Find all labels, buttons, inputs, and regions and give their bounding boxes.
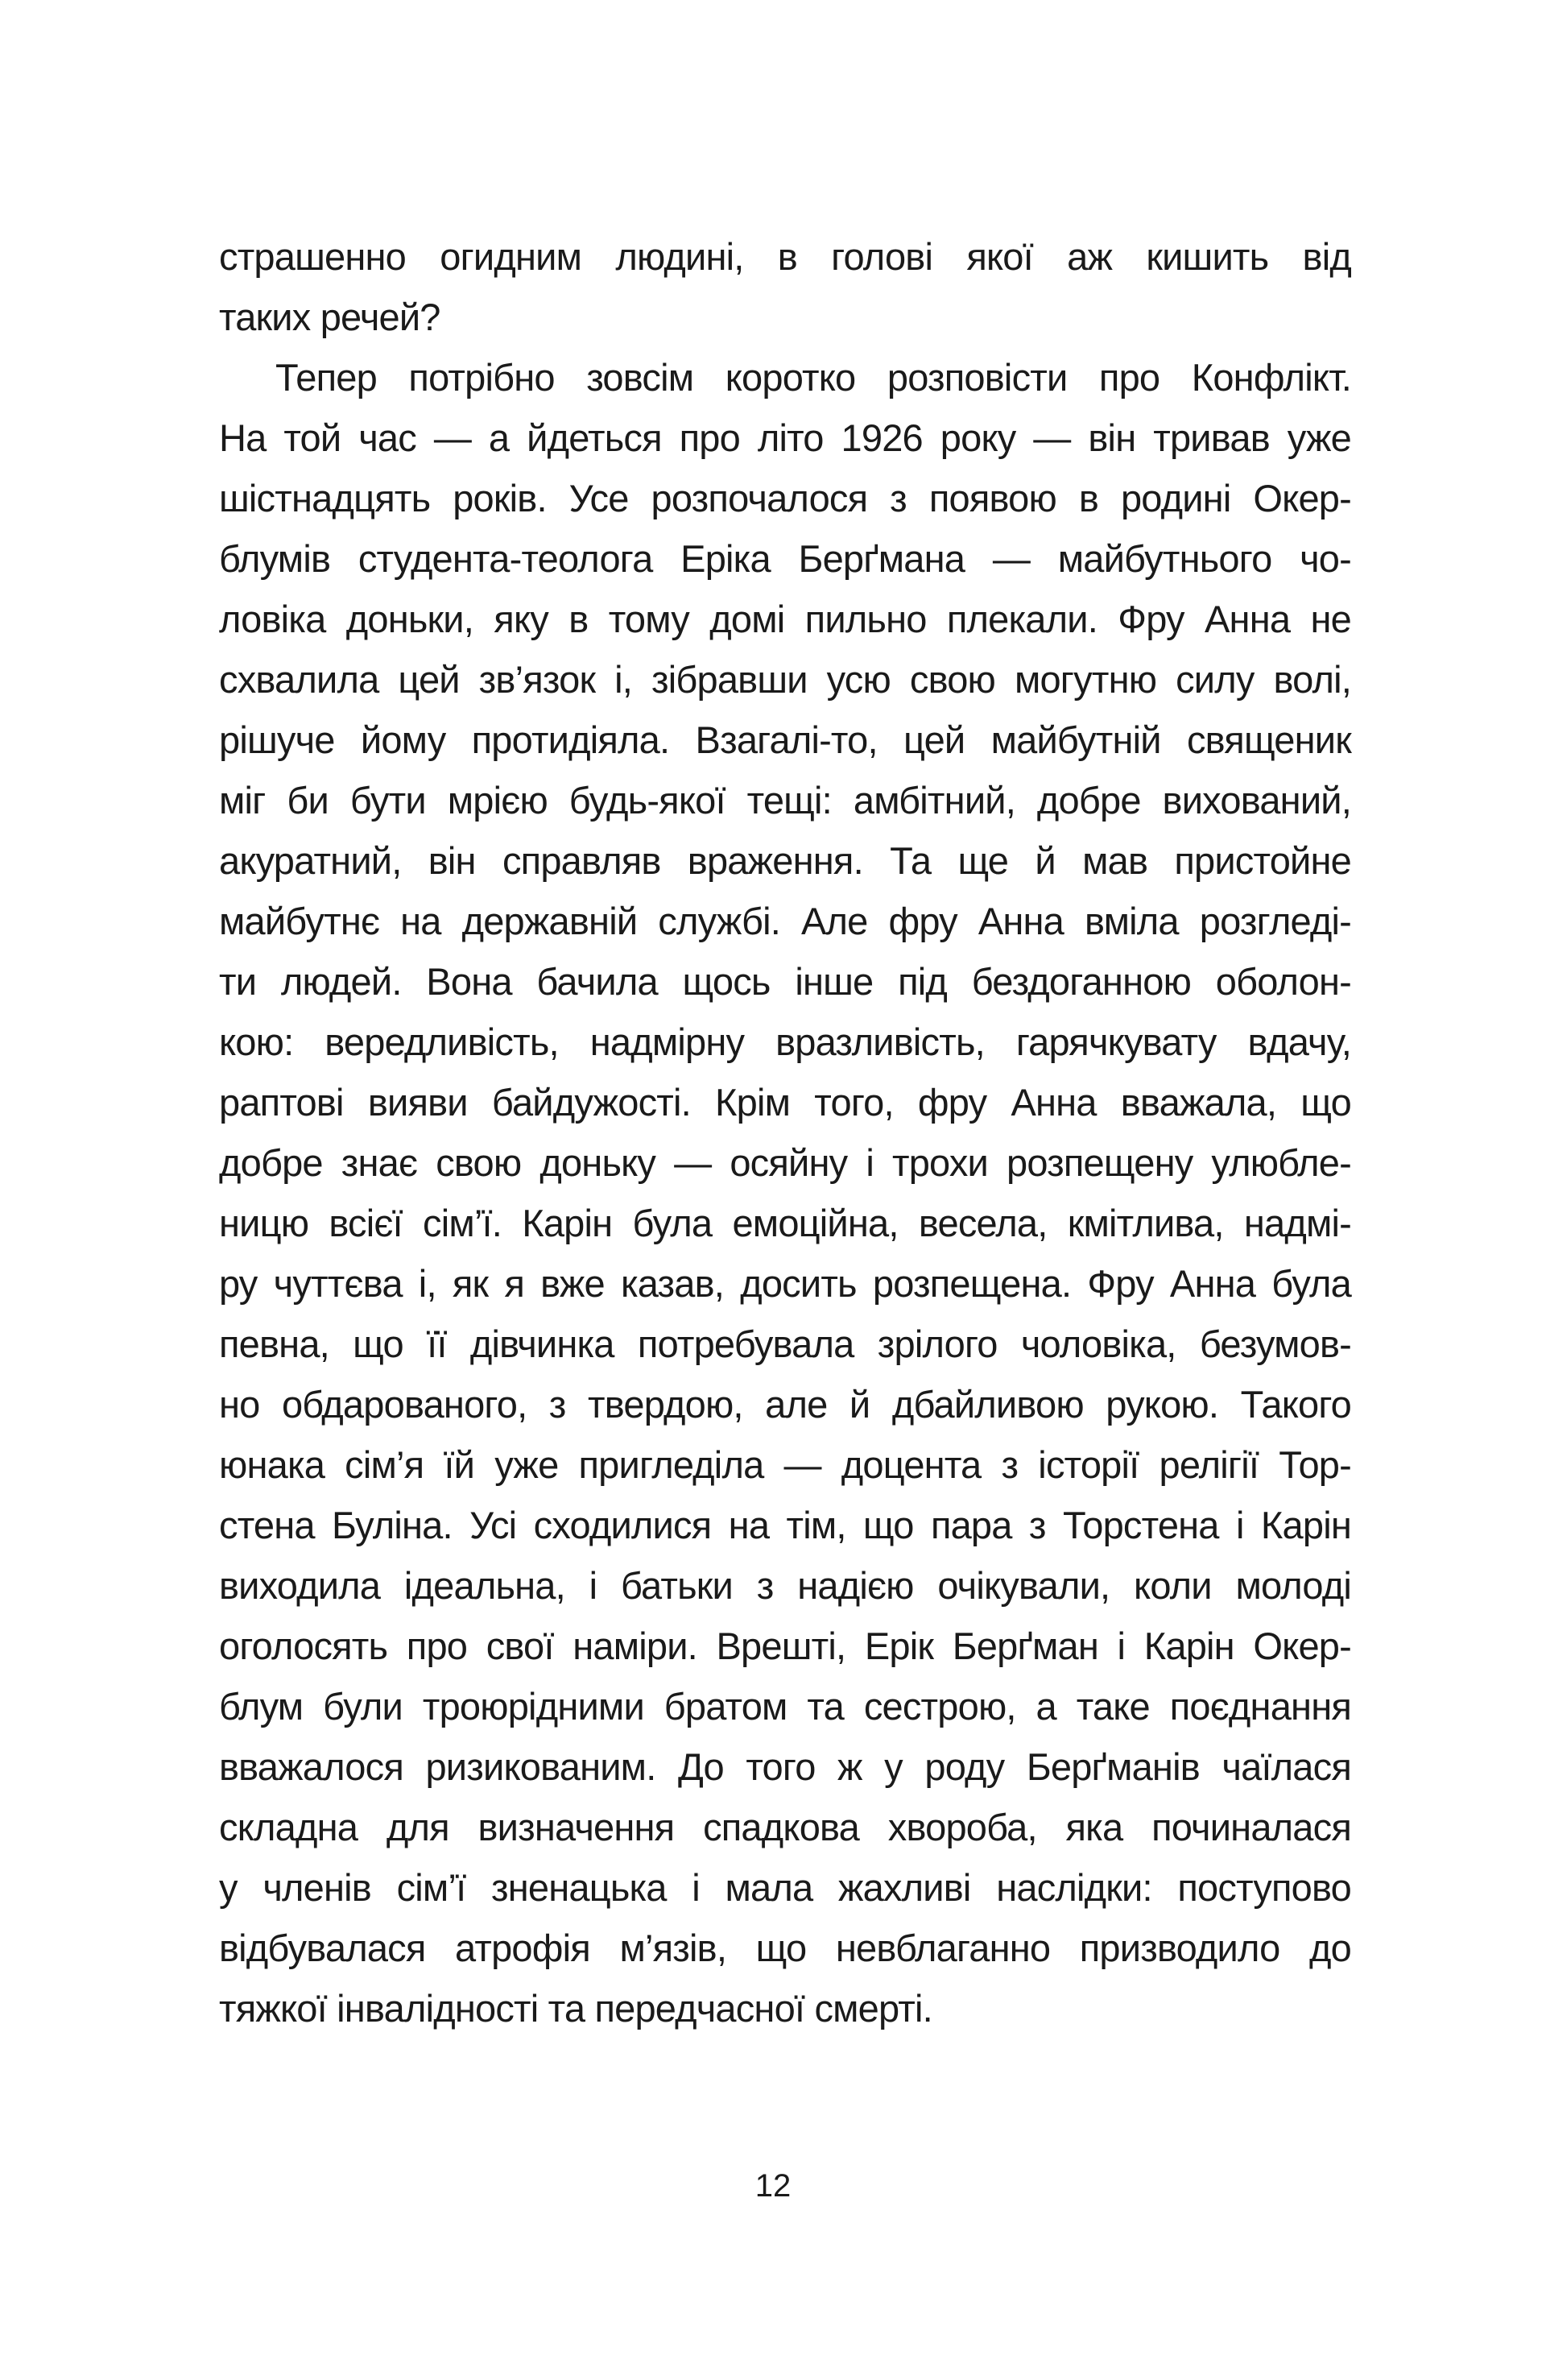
text-line: ницю всієї сім’ї. Карін була емоційна, весела, кмітлива, надмі-	[219, 1202, 1351, 1244]
page-number: 12	[754, 2168, 792, 2204]
text-line: добре знає свою доньку — осяйну і трохи розпещену улюбле-	[219, 1141, 1351, 1184]
text-line: но обдарованого, з твердою, але й дбайливою рукою. Такого	[219, 1383, 1351, 1426]
text-line: тяжкої інвалідності та передчасної смерті.	[219, 1987, 932, 2030]
text-line: майбутнє на державній службі. Але фру Анна вміла розгледі-	[219, 900, 1351, 942]
text-line: складна для визначення спадкова хвороба, яка починалася	[219, 1806, 1351, 1848]
text-line: оголосять про свої наміри. Врешті, Ерік Берґман і Карін Окер-	[219, 1625, 1351, 1667]
text-line: рішуче йому протидіяла. Взагалі-то, цей майбутній священик	[219, 718, 1351, 761]
text-line: таких речей?	[219, 296, 440, 338]
text-line: блумів студента-теолога Еріка Берґмана — майбутнього чо-	[219, 537, 1351, 580]
text-line: юнака сім’я їй уже пригледіла — доцента з історії релігії Тор-	[219, 1443, 1351, 1486]
text-line: міг би бути мрією будь-якої тещі: амбітний, добре вихований,	[219, 779, 1351, 822]
text-line: акуратний, він справляв враження. Та ще й мав пристойне	[219, 839, 1351, 882]
text-line: певна, що її дівчинка потребувала зрілого чоловіка, безумов-	[219, 1322, 1351, 1365]
text-line: ру чуттєва і, як я вже казав, досить розпещена. Фру Анна була	[219, 1262, 1351, 1305]
text-line: блум були троюрідними братом та сестрою, а таке поєднання	[219, 1685, 1351, 1728]
page-body	[219, 232, 1351, 2044]
text-line: страшенно огидним людині, в голові якої аж кишить від	[219, 235, 1351, 278]
text-line: шістнадцять років. Усе розпочалося з появою в родині Окер-	[219, 477, 1351, 519]
text-line: Тепер потрібно зовсім коротко розповісти про Конфлікт.	[275, 356, 1351, 399]
text-line: у членів сім’ї зненацька і мала жахливі наслідки: поступово	[219, 1866, 1351, 1909]
text-line: виходила ідеальна, і батьки з надією очікували, коли молоді	[219, 1564, 1351, 1607]
text-line: ловіка доньки, яку в тому домі пильно плекали. Фру Анна не	[219, 598, 1351, 640]
text-line: ти людей. Вона бачила щось інше під бездоганною оболон-	[219, 960, 1351, 1003]
text-line: кою: вередливість, надмірну вразливість, гарячкувату вдачу,	[219, 1020, 1351, 1063]
text-line: раптові вияви байдужості. Крім того, фру Анна вважала, що	[219, 1081, 1351, 1124]
text-line: На той час — а йдеться про літо 1926 року — він тривав уже	[219, 416, 1351, 459]
text-line: відбувалася атрофія м’язів, що невблаганно призводило до	[219, 1927, 1351, 1969]
text-line: стена Буліна. Усі сходилися на тім, що пара з Торстена і Карін	[219, 1504, 1351, 1546]
text-line: вважалося ризикованим. До того ж у роду Берґманів чаїлася	[219, 1745, 1351, 1788]
text-line: схвалила цей зв’язок і, зібравши усю свою могутню силу волі,	[219, 658, 1351, 701]
